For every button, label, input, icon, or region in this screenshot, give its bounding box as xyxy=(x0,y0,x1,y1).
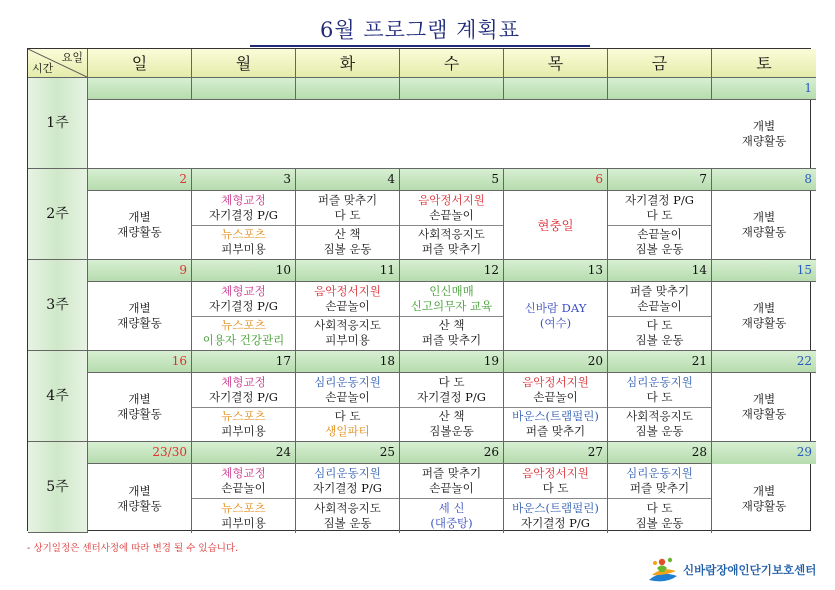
activity-text: (대중탕) xyxy=(430,516,473,530)
date-cell: 4 xyxy=(296,169,400,191)
activity-slot-bottom xyxy=(192,407,295,442)
activity-cell xyxy=(400,282,504,351)
activity-cell xyxy=(504,282,608,351)
activity-text: 다 도 xyxy=(542,481,569,495)
week-label: 4주 xyxy=(28,351,88,442)
activity-text: 재량활동 xyxy=(117,316,162,330)
date-cell: 3 xyxy=(192,169,296,191)
activity-cell xyxy=(192,191,296,260)
activity-text: 개별 xyxy=(752,392,776,406)
activity-text: 재량활동 xyxy=(741,225,787,239)
date-cell: 25 xyxy=(296,442,400,464)
activity-cell xyxy=(296,191,400,260)
activity-cell xyxy=(296,373,400,442)
date-cell: 18 xyxy=(296,351,400,373)
activity-text: 다 도 xyxy=(646,389,673,404)
activity-text: 짐볼 운동 xyxy=(635,242,684,257)
date-cell xyxy=(192,78,296,100)
activity-cell xyxy=(504,464,608,533)
activity-slot-bottom xyxy=(400,316,503,351)
activity-text: 다 도 xyxy=(646,207,673,222)
empty-cell xyxy=(400,100,504,169)
activity-slot-top xyxy=(192,373,295,407)
day-header: 화 xyxy=(296,49,400,78)
activity-slot-top xyxy=(608,282,711,316)
activity-slot-bottom xyxy=(296,407,399,442)
empty-cell xyxy=(504,100,608,169)
day-header: 일 xyxy=(88,49,192,78)
activity-slot-top xyxy=(608,464,711,498)
activity-text: 손끝놀이 xyxy=(429,481,474,495)
date-cell: 29 xyxy=(712,442,816,464)
activity-slot-bottom xyxy=(608,407,711,442)
activity-slot-top xyxy=(192,282,295,316)
activity-text: 퍼즐 맞추기 xyxy=(629,481,690,495)
activity-text: 개별 xyxy=(752,119,776,133)
activity-text: 개별 xyxy=(128,392,151,406)
empty-cell xyxy=(88,100,192,169)
activity-cell xyxy=(192,373,296,442)
activity-text: 사회적응지도 xyxy=(314,318,381,333)
activity-text: 산 책 xyxy=(438,409,465,424)
activity-text: 생일파티 xyxy=(325,424,370,439)
activity-text: 다 도 xyxy=(334,207,361,222)
activity-slot-bottom xyxy=(296,316,399,351)
empty-cell xyxy=(192,100,296,169)
activity-text: 피부미용 xyxy=(221,242,266,257)
date-cell: 21 xyxy=(608,351,712,373)
page-title: 6월 프로그램 계획표 xyxy=(250,14,590,47)
activity-text: 피부미용 xyxy=(221,424,266,439)
activity-text: 자기결정 P/G xyxy=(209,298,278,313)
activity-cell xyxy=(88,373,192,442)
activity-slot-bottom xyxy=(504,498,607,533)
activity-text: 체형교정 xyxy=(221,192,266,207)
activity-text: 다 도 xyxy=(334,409,361,424)
activity-slot-bottom xyxy=(296,225,399,260)
activity-text: 세 신 xyxy=(438,501,465,515)
date-cell xyxy=(608,78,712,100)
day-header: 월 xyxy=(192,49,296,78)
activity-text: 사회적응지도 xyxy=(626,409,693,424)
activity-text: 체형교정 xyxy=(221,283,266,298)
activity-slot-top xyxy=(504,373,607,407)
activity-text: 심리운동지원 xyxy=(626,466,693,480)
activity-text: 바운스(트램펄린) xyxy=(512,501,599,515)
date-cell: 19 xyxy=(400,351,504,373)
activity-slot-top xyxy=(608,191,711,225)
activity-text: 피부미용 xyxy=(221,516,266,530)
activity-text: 손끝놀이 xyxy=(221,481,266,495)
activity-text: 뉴스포츠 xyxy=(221,227,266,242)
activity-slot-top xyxy=(400,464,503,498)
activity-text: 개별 xyxy=(752,210,776,224)
activity-text: 체형교정 xyxy=(221,466,266,480)
activity-slot-top xyxy=(296,191,399,225)
activity-text: 사회적응지도 xyxy=(418,227,485,242)
date-cell: 12 xyxy=(400,260,504,282)
activity-cell xyxy=(400,191,504,260)
activity-text: 짐볼 운동 xyxy=(635,516,684,530)
activity-cell xyxy=(192,282,296,351)
activity-text: 이용자 건강관리 xyxy=(202,333,285,348)
activity-cell xyxy=(608,373,712,442)
date-cell: 2 xyxy=(88,169,192,191)
activity-text: 신바람 DAY xyxy=(524,301,587,315)
day-header: 목 xyxy=(504,49,608,78)
activity-slot-top xyxy=(504,464,607,498)
date-cell: 1 xyxy=(712,78,816,100)
activity-text: 음악정서지원 xyxy=(522,466,589,480)
holiday-label: 현충일 xyxy=(537,217,574,233)
activity-cell xyxy=(712,100,816,169)
activity-text: 재량활동 xyxy=(741,316,787,330)
activity-slot-bottom xyxy=(400,498,503,533)
activity-text: 산 책 xyxy=(334,227,361,242)
center-logo xyxy=(646,554,826,586)
activity-cell xyxy=(608,282,712,351)
activity-text: 개별 xyxy=(128,483,151,498)
activity-text: 재량활동 xyxy=(741,134,787,148)
footnote: - 상기일정은 센터사정에 따라 변경 될 수 있습니다. xyxy=(27,543,239,554)
activity-cell xyxy=(192,464,296,533)
activity-slot-top xyxy=(400,282,503,316)
date-cell: 28 xyxy=(608,442,712,464)
activity-slot-top xyxy=(400,191,503,225)
activity-slot-top xyxy=(296,373,399,407)
date-cell: 10 xyxy=(192,260,296,282)
activity-text: 개별 xyxy=(128,210,151,224)
activity-text: 재량활동 xyxy=(117,407,162,421)
activity-text: 짐볼 운동 xyxy=(323,242,372,257)
holiday-cell xyxy=(504,191,608,260)
activity-text: 다 도 xyxy=(438,374,465,389)
activity-text: 퍼즐 맞추기 xyxy=(629,283,690,298)
date-cell: 6 xyxy=(504,169,608,191)
date-cell: 7 xyxy=(608,169,712,191)
activity-slot-bottom xyxy=(608,316,711,351)
activity-text: 자기결정 P/G xyxy=(313,481,382,495)
activity-text: 짐볼 운동 xyxy=(635,424,684,439)
activity-text: 짐볼 운동 xyxy=(323,516,372,530)
day-header: 토 xyxy=(712,49,816,78)
activity-slot-bottom xyxy=(296,498,399,533)
activity-cell xyxy=(296,464,400,533)
date-cell: 26 xyxy=(400,442,504,464)
activity-slot-top xyxy=(192,464,295,498)
week-label: 3주 xyxy=(28,260,88,351)
activity-text: 체형교정 xyxy=(221,374,266,389)
activity-cell xyxy=(608,191,712,260)
activity-cell xyxy=(88,191,192,260)
activity-text: 뉴스포츠 xyxy=(221,409,266,424)
date-cell: 24 xyxy=(192,442,296,464)
activity-text: 재량활동 xyxy=(117,225,162,239)
activity-text: 개별 xyxy=(752,483,776,498)
activity-cell xyxy=(400,464,504,533)
activity-text: 퍼즐 맞추기 xyxy=(421,466,482,480)
date-cell: 22 xyxy=(712,351,816,373)
activity-text: 손끝놀이 xyxy=(429,207,474,222)
activity-text: 뉴스포츠 xyxy=(221,318,266,333)
activity-cell xyxy=(296,282,400,351)
activity-text: 음악정서지원 xyxy=(418,192,485,207)
activity-text: 자기결정 P/G xyxy=(521,516,590,530)
activity-cell xyxy=(608,464,712,533)
activity-slot-bottom xyxy=(608,225,711,260)
activity-slot-top xyxy=(608,373,711,407)
date-cell: 20 xyxy=(504,351,608,373)
activity-text: 음악정서지원 xyxy=(314,283,381,298)
corner-header xyxy=(28,49,88,78)
activity-text: 짐볼 운동 xyxy=(635,333,684,348)
activity-text: 손끝놀이 xyxy=(325,389,370,404)
activity-text: 퍼즐 맞추기 xyxy=(421,242,482,257)
date-cell: 15 xyxy=(712,260,816,282)
activity-text: 손끝놀이 xyxy=(637,298,682,313)
date-cell: 11 xyxy=(296,260,400,282)
week-label: 1주 xyxy=(28,78,88,169)
activity-text: 산 책 xyxy=(438,318,465,333)
activity-text: 퍼즐 맞추기 xyxy=(317,192,378,207)
day-header: 금 xyxy=(608,49,712,78)
activity-slot-top xyxy=(296,464,399,498)
date-cell: 5 xyxy=(400,169,504,191)
date-cell xyxy=(88,78,192,100)
activity-slot-bottom xyxy=(192,498,295,533)
logo-text: 신바람장애인단기보호센터 xyxy=(683,563,817,577)
activity-text: 재량활동 xyxy=(741,498,787,513)
activity-text: 심리운동지원 xyxy=(626,374,693,389)
activity-cell xyxy=(712,373,816,442)
activity-text: 음악정서지원 xyxy=(522,374,589,389)
date-cell xyxy=(504,78,608,100)
activity-slot-bottom xyxy=(400,225,503,260)
date-cell: 9 xyxy=(88,260,192,282)
activity-text: 개별 xyxy=(752,301,776,315)
week-label: 5주 xyxy=(28,442,88,533)
date-cell: 13 xyxy=(504,260,608,282)
activity-text: 퍼즐 맞추기 xyxy=(421,333,482,348)
activity-slot-bottom xyxy=(192,225,295,260)
date-cell xyxy=(296,78,400,100)
date-cell xyxy=(400,78,504,100)
activity-text: 심리운동지원 xyxy=(314,374,381,389)
activity-text: 손끝놀이 xyxy=(533,389,578,404)
activity-cell xyxy=(712,282,816,351)
activity-text: 퍼즐 맞추기 xyxy=(525,424,586,439)
activity-slot-bottom xyxy=(504,407,607,442)
date-cell: 23/30 xyxy=(88,442,192,464)
activity-text: 신고의무자 교육 xyxy=(410,298,493,313)
schedule-table xyxy=(27,48,811,531)
activity-text: 자기결정 P/G xyxy=(209,207,278,222)
date-cell: 17 xyxy=(192,351,296,373)
activity-text: 개별 xyxy=(128,301,151,315)
corner-time-label: 시간 xyxy=(32,62,54,75)
activity-slot-bottom xyxy=(608,498,711,533)
activity-text: 사회적응지도 xyxy=(314,501,381,515)
activity-text: 뉴스포츠 xyxy=(221,501,266,515)
activity-text: 자기결정 P/G xyxy=(209,389,278,404)
activity-text: 재량활동 xyxy=(117,498,162,513)
activity-cell xyxy=(88,464,192,533)
empty-cell xyxy=(296,100,400,169)
activity-slot-bottom xyxy=(192,316,295,351)
activity-text: 손끝놀이 xyxy=(325,298,370,313)
activity-text: 손끝놀이 xyxy=(637,227,682,242)
logo-icon xyxy=(646,554,680,586)
week-label: 2주 xyxy=(28,169,88,260)
date-cell: 27 xyxy=(504,442,608,464)
activity-text: 짐볼운동 xyxy=(429,424,474,439)
corner-day-label: 요일 xyxy=(61,51,83,64)
activity-text: 다 도 xyxy=(646,501,673,515)
activity-slot-bottom xyxy=(400,407,503,442)
activity-text: 피부미용 xyxy=(325,333,370,348)
activity-cell xyxy=(712,191,816,260)
activity-text: 심리운동지원 xyxy=(314,466,381,480)
day-header: 수 xyxy=(400,49,504,78)
activity-cell xyxy=(712,464,816,533)
date-cell: 16 xyxy=(88,351,192,373)
activity-slot-top xyxy=(400,373,503,407)
date-cell: 14 xyxy=(608,260,712,282)
activity-text: 재량활동 xyxy=(741,407,787,421)
activity-cell xyxy=(504,373,608,442)
empty-cell xyxy=(608,100,712,169)
activity-text: (여수) xyxy=(539,316,572,330)
activity-slot-top xyxy=(296,282,399,316)
activity-slot-top xyxy=(192,191,295,225)
activity-text: 자기결정 P/G xyxy=(417,389,486,404)
activity-cell xyxy=(400,373,504,442)
activity-text: 자기결정 P/G xyxy=(625,192,694,207)
activity-text: 인신매매 xyxy=(429,283,474,298)
activity-text: 다 도 xyxy=(646,318,673,333)
activity-cell xyxy=(88,282,192,351)
date-cell: 8 xyxy=(712,169,816,191)
activity-text: 바운스(트램펄린) xyxy=(512,409,599,424)
